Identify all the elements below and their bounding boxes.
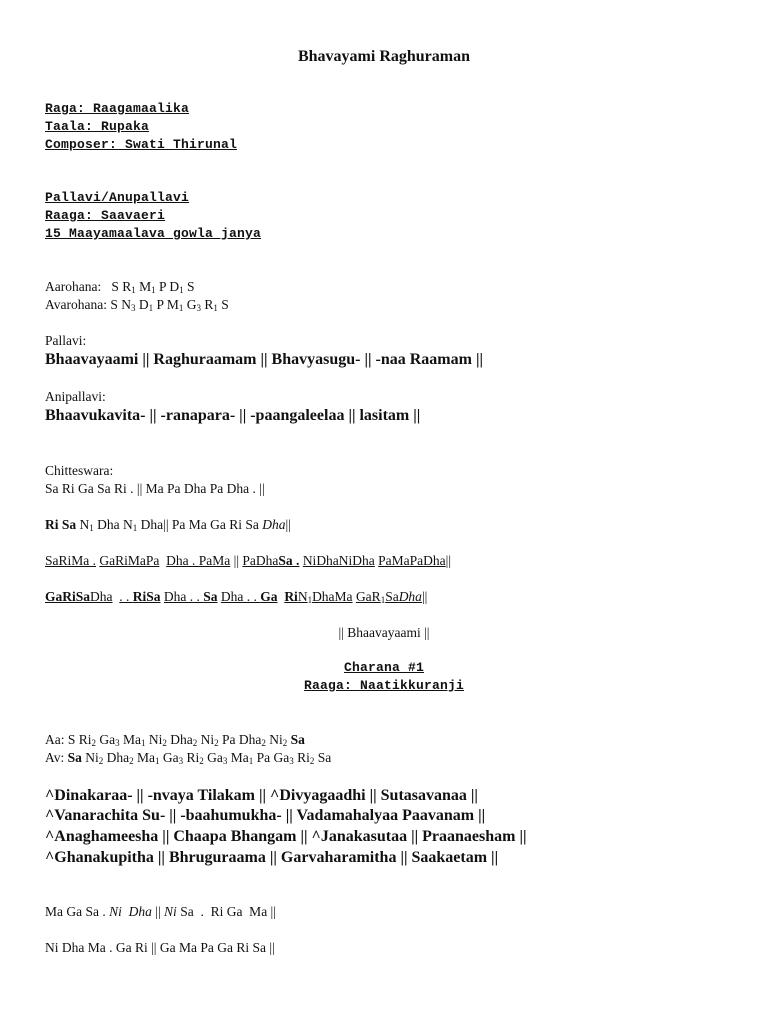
section-janya: 15 Maayamaalava gowla janya (45, 226, 262, 241)
anupallavi-text: Bhaavukavita- || -ranapara- || -paangaleelaa || lasitam || (45, 407, 421, 424)
pallavi-label: Pallavi: (45, 333, 87, 348)
section-heading-charana: Charana #1 (343, 660, 424, 675)
page-title: Bhavayami Raghuraman (297, 48, 471, 65)
avarohana-line: Avarohana: S $N_3$ $D_1$ P $M_1$ $G_3$ $R_1$ S (45, 297, 229, 313)
chitteswara-line-1: Sa Ri Ga Sa Ri . || Ma Pa Dha Pa Dha . || (45, 481, 265, 496)
chitteswara-line-2: Ri Sa $N_1$ Dha $N_1$ Dha|| Pa Ma Ga Ri Sa Dha|| (45, 517, 291, 533)
chitteswara-line-4: GaRiSaDha . . RiSa Dha . . Sa Dha . . Ga RiN$_1$DhaMa GaR$_1$SaDha|| (45, 589, 428, 605)
refrain-line: || Bhaavayaami || (338, 625, 430, 640)
charana-line-1: ^Dinakaraa- || -nvaya Tilakam || ^Divyagaadhi || Sutasavanaa || (45, 787, 478, 804)
charana-line-2: ^Vanarachita Su- || -baahumukha- || Vadamahalyaa Paavanam || (45, 807, 486, 824)
composer-label: Composer: Swati Thirunal (45, 137, 238, 152)
charana-avarohana: Av: Sa $Ni_2$ Dha$_2$ $Ma_1$ $Ga_3$ $Ri_2$ $Ga_3$ $Ma_1$ Pa $Ga_3$ $Ri_2$ Sa (45, 750, 332, 766)
section-heading-pallavi: Pallavi/Anupallavi (45, 190, 190, 205)
aarohana-label: Aarohana: (45, 279, 102, 294)
taala-label: Taala: Rupaka (45, 119, 150, 134)
charana-aarohana: Aa: S $Ri_2$ $Ga_3$ $Ma_1$ $Ni_2$ Dha$_2$ $Ni_2$ Pa Dha$_2$ $Ni_2$ Sa (45, 732, 305, 748)
pallavi-text: Bhaavayaami || Raghuraamam || Bhavyasugu- || -naa Raamam || (45, 351, 483, 368)
section-raaga: Raaga: Saavaeri (45, 208, 166, 223)
raga-label: Raga: Raagamaalika (45, 101, 190, 116)
charana-line-4: ^Ghanakupitha || Bhruguraama || Garvaharamitha || Saakaetam || (45, 849, 499, 866)
charana-line-3: ^Anaghameesha || Chaapa Bhangam || ^Janakasutaa || Praanaesham || (45, 828, 527, 845)
chitteswara-line-3: SaRiMa . GaRiMaPa Dha . PaMa || PaDhaSa . NiDhaNiDha PaMaPaDha|| (45, 553, 452, 568)
charana-swara-line-2: Ni Dha Ma . Ga Ri || Ga Ma Pa Ga Ri Sa || (45, 940, 275, 955)
chitteswara-label: Chitteswara: (45, 463, 114, 478)
avarohana-label: Avarohana: (45, 297, 107, 312)
charana-raaga: Raaga: Naatikkuranji (303, 678, 465, 693)
anupallavi-label: Anipallavi: (45, 389, 106, 404)
aarohana-line: Aarohana: S $R_1$ $M_1$ P $D_1$ S (45, 279, 195, 295)
charana-swara-line-1: Ma Ga Sa . Ni Dha || Ni Sa . Ri Ga Ma || (45, 904, 276, 919)
